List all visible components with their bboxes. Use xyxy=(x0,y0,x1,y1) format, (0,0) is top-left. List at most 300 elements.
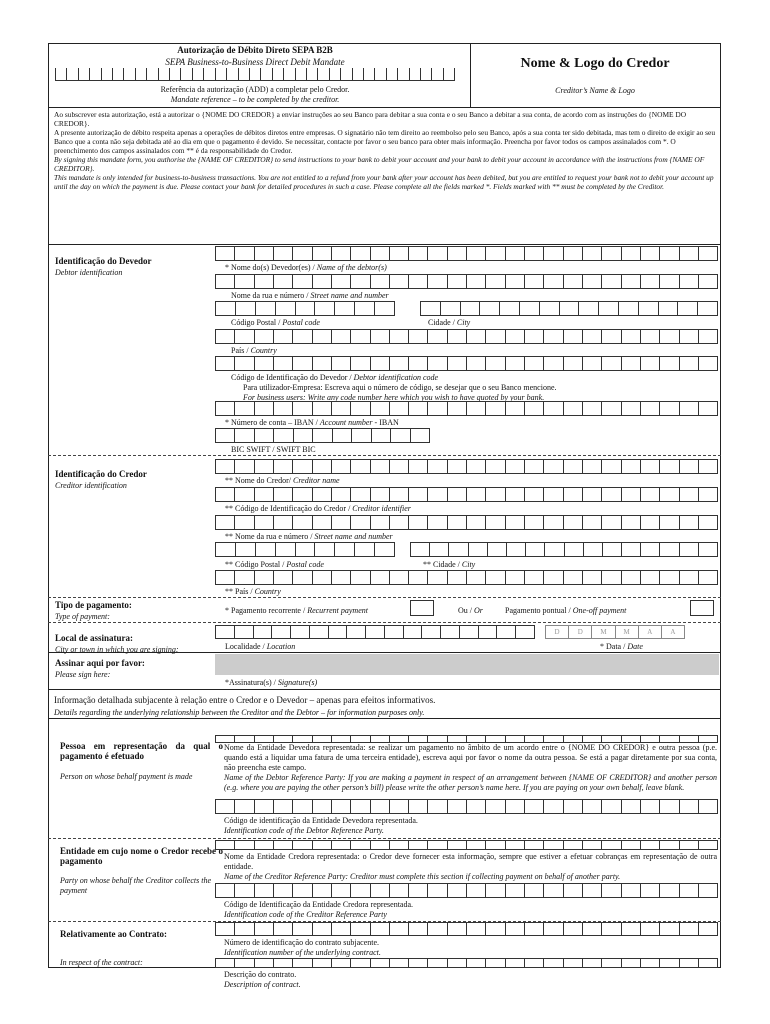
char-cell[interactable] xyxy=(428,246,447,261)
char-cell[interactable] xyxy=(409,487,428,502)
char-cell[interactable] xyxy=(235,401,254,416)
char-cell[interactable] xyxy=(467,840,486,850)
char-cell[interactable] xyxy=(332,246,351,261)
char-cell[interactable] xyxy=(215,515,235,530)
char-cell[interactable] xyxy=(699,799,718,814)
char-cell[interactable] xyxy=(390,487,409,502)
ref-cell[interactable] xyxy=(296,68,307,81)
char-cell[interactable] xyxy=(564,840,583,850)
char-cell[interactable] xyxy=(215,487,235,502)
char-cell[interactable] xyxy=(235,625,254,639)
char-cell[interactable] xyxy=(274,883,293,898)
char-cell[interactable] xyxy=(699,356,718,371)
char-cell[interactable] xyxy=(235,799,254,814)
char-cell[interactable] xyxy=(583,570,602,585)
char-cell[interactable] xyxy=(660,515,679,530)
char-cell[interactable] xyxy=(313,401,332,416)
char-cell[interactable] xyxy=(564,459,583,474)
char-cell[interactable] xyxy=(583,922,602,936)
char-cell[interactable] xyxy=(355,542,375,557)
char-cell[interactable] xyxy=(428,570,447,585)
char-cell[interactable] xyxy=(375,542,395,557)
char-cell[interactable] xyxy=(390,840,409,850)
ref-cell[interactable] xyxy=(341,68,352,81)
char-cell[interactable] xyxy=(255,958,274,968)
char-cell[interactable] xyxy=(428,840,447,850)
char-cell[interactable] xyxy=(678,301,698,316)
char-cell[interactable] xyxy=(215,356,235,371)
char-cell[interactable] xyxy=(680,922,699,936)
creditor-id-input[interactable] xyxy=(215,487,718,502)
char-cell[interactable] xyxy=(544,329,563,344)
char-cell[interactable] xyxy=(660,542,679,557)
char-cell[interactable] xyxy=(255,428,274,443)
char-cell[interactable] xyxy=(506,735,525,743)
char-cell[interactable] xyxy=(525,401,544,416)
debtor-bic-input[interactable] xyxy=(215,428,430,443)
char-cell[interactable] xyxy=(255,515,274,530)
char-cell[interactable] xyxy=(428,515,447,530)
char-cell[interactable] xyxy=(448,922,467,936)
char-cell[interactable] xyxy=(235,487,254,502)
char-cell[interactable] xyxy=(583,840,602,850)
char-cell[interactable] xyxy=(467,459,486,474)
char-cell[interactable] xyxy=(564,274,583,289)
char-cell[interactable] xyxy=(448,515,467,530)
date-cell[interactable]: A xyxy=(639,625,662,639)
char-cell[interactable] xyxy=(291,625,310,639)
date-input[interactable] xyxy=(545,625,685,639)
ref-cell[interactable] xyxy=(102,68,113,81)
debtor-ref-name-input[interactable] xyxy=(215,735,718,743)
char-cell[interactable] xyxy=(699,515,718,530)
char-cell[interactable] xyxy=(583,246,602,261)
char-cell[interactable] xyxy=(467,735,486,743)
char-cell[interactable] xyxy=(467,401,486,416)
char-cell[interactable] xyxy=(622,401,641,416)
char-cell[interactable] xyxy=(411,428,430,443)
char-cell[interactable] xyxy=(467,329,486,344)
char-cell[interactable] xyxy=(660,459,679,474)
char-cell[interactable] xyxy=(409,356,428,371)
char-cell[interactable] xyxy=(293,735,312,743)
char-cell[interactable] xyxy=(525,487,544,502)
char-cell[interactable] xyxy=(660,840,679,850)
char-cell[interactable] xyxy=(409,274,428,289)
creditor-city-input[interactable] xyxy=(410,542,718,557)
char-cell[interactable] xyxy=(579,301,599,316)
char-cell[interactable] xyxy=(619,301,639,316)
ref-cell[interactable] xyxy=(170,68,181,81)
char-cell[interactable] xyxy=(583,401,602,416)
char-cell[interactable] xyxy=(274,487,293,502)
contract-desc-input[interactable] xyxy=(215,958,718,968)
char-cell[interactable] xyxy=(390,356,409,371)
ref-cell[interactable] xyxy=(55,68,67,81)
char-cell[interactable] xyxy=(448,274,467,289)
char-cell[interactable] xyxy=(390,274,409,289)
char-cell[interactable] xyxy=(255,459,274,474)
char-cell[interactable] xyxy=(409,329,428,344)
ref-cell[interactable] xyxy=(193,68,204,81)
char-cell[interactable] xyxy=(351,958,370,968)
char-cell[interactable] xyxy=(602,799,621,814)
char-cell[interactable] xyxy=(313,246,332,261)
char-cell[interactable] xyxy=(622,799,641,814)
char-cell[interactable] xyxy=(371,922,390,936)
char-cell[interactable] xyxy=(428,401,447,416)
char-cell[interactable] xyxy=(410,542,430,557)
char-cell[interactable] xyxy=(215,799,235,814)
char-cell[interactable] xyxy=(525,840,544,850)
char-cell[interactable] xyxy=(699,958,718,968)
creditor-street-input[interactable] xyxy=(215,515,718,530)
char-cell[interactable] xyxy=(274,840,293,850)
char-cell[interactable] xyxy=(448,246,467,261)
char-cell[interactable] xyxy=(332,799,351,814)
ref-cell[interactable] xyxy=(250,68,261,81)
char-cell[interactable] xyxy=(506,329,525,344)
char-cell[interactable] xyxy=(332,883,351,898)
char-cell[interactable] xyxy=(274,922,293,936)
char-cell[interactable] xyxy=(622,542,641,557)
char-cell[interactable] xyxy=(660,570,679,585)
char-cell[interactable] xyxy=(333,428,352,443)
char-cell[interactable] xyxy=(366,625,385,639)
char-cell[interactable] xyxy=(294,428,313,443)
ref-cell[interactable] xyxy=(318,68,329,81)
char-cell[interactable] xyxy=(332,274,351,289)
char-cell[interactable] xyxy=(500,301,520,316)
char-cell[interactable] xyxy=(622,515,641,530)
char-cell[interactable] xyxy=(274,515,293,530)
char-cell[interactable] xyxy=(680,840,699,850)
char-cell[interactable] xyxy=(525,958,544,968)
char-cell[interactable] xyxy=(313,922,332,936)
char-cell[interactable] xyxy=(293,246,312,261)
char-cell[interactable] xyxy=(313,487,332,502)
char-cell[interactable] xyxy=(293,356,312,371)
char-cell[interactable] xyxy=(622,459,641,474)
creditor-name-input[interactable] xyxy=(215,459,718,474)
char-cell[interactable] xyxy=(564,246,583,261)
char-cell[interactable] xyxy=(215,840,235,850)
char-cell[interactable] xyxy=(255,883,274,898)
char-cell[interactable] xyxy=(506,840,525,850)
char-cell[interactable] xyxy=(520,301,540,316)
char-cell[interactable] xyxy=(486,401,505,416)
char-cell[interactable] xyxy=(680,274,699,289)
char-cell[interactable] xyxy=(660,356,679,371)
ref-cell[interactable] xyxy=(432,68,443,81)
char-cell[interactable] xyxy=(390,799,409,814)
char-cell[interactable] xyxy=(641,922,660,936)
char-cell[interactable] xyxy=(449,542,468,557)
char-cell[interactable] xyxy=(641,274,660,289)
char-cell[interactable] xyxy=(564,735,583,743)
char-cell[interactable] xyxy=(390,922,409,936)
char-cell[interactable] xyxy=(255,329,274,344)
char-cell[interactable] xyxy=(409,958,428,968)
char-cell[interactable] xyxy=(660,922,679,936)
char-cell[interactable] xyxy=(583,958,602,968)
ref-cell[interactable] xyxy=(159,68,170,81)
char-cell[interactable] xyxy=(506,515,525,530)
char-cell[interactable] xyxy=(602,840,621,850)
ref-cell[interactable] xyxy=(79,68,90,81)
char-cell[interactable] xyxy=(660,246,679,261)
char-cell[interactable] xyxy=(274,356,293,371)
char-cell[interactable] xyxy=(409,840,428,850)
char-cell[interactable] xyxy=(526,542,545,557)
char-cell[interactable] xyxy=(544,735,563,743)
char-cell[interactable] xyxy=(660,799,679,814)
char-cell[interactable] xyxy=(583,459,602,474)
char-cell[interactable] xyxy=(409,515,428,530)
char-cell[interactable] xyxy=(404,625,423,639)
char-cell[interactable] xyxy=(448,329,467,344)
char-cell[interactable] xyxy=(293,515,312,530)
ref-cell[interactable] xyxy=(261,68,272,81)
char-cell[interactable] xyxy=(315,301,335,316)
char-cell[interactable] xyxy=(525,883,544,898)
ref-cell[interactable] xyxy=(307,68,318,81)
char-cell[interactable] xyxy=(351,459,370,474)
char-cell[interactable] xyxy=(428,922,447,936)
creditor-country-input[interactable] xyxy=(215,570,718,585)
char-cell[interactable] xyxy=(467,274,486,289)
char-cell[interactable] xyxy=(296,542,316,557)
char-cell[interactable] xyxy=(371,840,390,850)
char-cell[interactable] xyxy=(506,958,525,968)
char-cell[interactable] xyxy=(235,735,254,743)
char-cell[interactable] xyxy=(293,840,312,850)
char-cell[interactable] xyxy=(355,301,375,316)
char-cell[interactable] xyxy=(467,515,486,530)
char-cell[interactable] xyxy=(525,735,544,743)
char-cell[interactable] xyxy=(680,735,699,743)
location-input[interactable] xyxy=(215,625,535,639)
char-cell[interactable] xyxy=(699,883,718,898)
char-cell[interactable] xyxy=(256,301,276,316)
signature-area[interactable] xyxy=(215,654,719,675)
char-cell[interactable] xyxy=(351,799,370,814)
char-cell[interactable] xyxy=(255,246,274,261)
char-cell[interactable] xyxy=(296,301,316,316)
char-cell[interactable] xyxy=(448,840,467,850)
char-cell[interactable] xyxy=(332,958,351,968)
char-cell[interactable] xyxy=(564,356,583,371)
char-cell[interactable] xyxy=(602,922,621,936)
char-cell[interactable] xyxy=(599,301,619,316)
char-cell[interactable] xyxy=(486,840,505,850)
char-cell[interactable] xyxy=(641,735,660,743)
char-cell[interactable] xyxy=(274,329,293,344)
char-cell[interactable] xyxy=(332,459,351,474)
char-cell[interactable] xyxy=(215,428,235,443)
char-cell[interactable] xyxy=(544,958,563,968)
char-cell[interactable] xyxy=(215,922,235,936)
char-cell[interactable] xyxy=(274,799,293,814)
recurrent-checkbox[interactable] xyxy=(410,600,434,616)
char-cell[interactable] xyxy=(583,883,602,898)
char-cell[interactable] xyxy=(236,301,256,316)
ref-cell[interactable] xyxy=(398,68,409,81)
char-cell[interactable] xyxy=(315,542,335,557)
char-cell[interactable] xyxy=(641,401,660,416)
char-cell[interactable] xyxy=(544,356,563,371)
char-cell[interactable] xyxy=(680,329,699,344)
debtor-street-input[interactable] xyxy=(215,274,718,289)
debtor-name-input[interactable] xyxy=(215,246,718,261)
char-cell[interactable] xyxy=(583,356,602,371)
oneoff-checkbox[interactable] xyxy=(690,600,714,616)
char-cell[interactable] xyxy=(506,459,525,474)
char-cell[interactable] xyxy=(335,301,355,316)
char-cell[interactable] xyxy=(235,356,254,371)
char-cell[interactable] xyxy=(254,625,273,639)
char-cell[interactable] xyxy=(422,625,441,639)
char-cell[interactable] xyxy=(428,459,447,474)
char-cell[interactable] xyxy=(293,799,312,814)
char-cell[interactable] xyxy=(352,428,371,443)
char-cell[interactable] xyxy=(428,274,447,289)
char-cell[interactable] xyxy=(506,570,525,585)
char-cell[interactable] xyxy=(544,487,563,502)
char-cell[interactable] xyxy=(235,274,254,289)
char-cell[interactable] xyxy=(486,329,505,344)
char-cell[interactable] xyxy=(274,401,293,416)
char-cell[interactable] xyxy=(507,542,526,557)
char-cell[interactable] xyxy=(351,329,370,344)
char-cell[interactable] xyxy=(602,356,621,371)
char-cell[interactable] xyxy=(699,542,718,557)
char-cell[interactable] xyxy=(544,401,563,416)
char-cell[interactable] xyxy=(272,625,291,639)
char-cell[interactable] xyxy=(486,246,505,261)
char-cell[interactable] xyxy=(622,246,641,261)
char-cell[interactable] xyxy=(448,883,467,898)
char-cell[interactable] xyxy=(276,301,296,316)
char-cell[interactable] xyxy=(525,922,544,936)
char-cell[interactable] xyxy=(371,356,390,371)
char-cell[interactable] xyxy=(448,356,467,371)
char-cell[interactable] xyxy=(409,459,428,474)
char-cell[interactable] xyxy=(506,401,525,416)
char-cell[interactable] xyxy=(583,799,602,814)
char-cell[interactable] xyxy=(313,428,332,443)
char-cell[interactable] xyxy=(641,356,660,371)
char-cell[interactable] xyxy=(699,329,718,344)
char-cell[interactable] xyxy=(441,301,461,316)
char-cell[interactable] xyxy=(313,329,332,344)
char-cell[interactable] xyxy=(660,958,679,968)
char-cell[interactable] xyxy=(584,542,603,557)
char-cell[interactable] xyxy=(544,515,563,530)
char-cell[interactable] xyxy=(660,735,679,743)
ref-cell[interactable] xyxy=(364,68,375,81)
char-cell[interactable] xyxy=(255,735,274,743)
char-cell[interactable] xyxy=(525,274,544,289)
char-cell[interactable] xyxy=(293,274,312,289)
char-cell[interactable] xyxy=(699,246,718,261)
char-cell[interactable] xyxy=(660,329,679,344)
char-cell[interactable] xyxy=(486,459,505,474)
ref-cell[interactable] xyxy=(227,68,238,81)
char-cell[interactable] xyxy=(602,329,621,344)
ref-cell[interactable] xyxy=(273,68,284,81)
char-cell[interactable] xyxy=(641,329,660,344)
char-cell[interactable] xyxy=(313,735,332,743)
char-cell[interactable] xyxy=(544,799,563,814)
char-cell[interactable] xyxy=(371,274,390,289)
char-cell[interactable] xyxy=(235,570,254,585)
char-cell[interactable] xyxy=(486,487,505,502)
ref-cell[interactable] xyxy=(239,68,250,81)
char-cell[interactable] xyxy=(680,487,699,502)
char-cell[interactable] xyxy=(486,515,505,530)
char-cell[interactable] xyxy=(564,401,583,416)
char-cell[interactable] xyxy=(639,301,659,316)
ref-cell[interactable] xyxy=(147,68,158,81)
char-cell[interactable] xyxy=(255,840,274,850)
char-cell[interactable] xyxy=(564,958,583,968)
char-cell[interactable] xyxy=(235,246,254,261)
ref-cell[interactable] xyxy=(387,68,398,81)
char-cell[interactable] xyxy=(215,958,235,968)
char-cell[interactable] xyxy=(641,515,660,530)
char-cell[interactable] xyxy=(428,487,447,502)
char-cell[interactable] xyxy=(313,958,332,968)
char-cell[interactable] xyxy=(699,401,718,416)
ref-cell[interactable] xyxy=(353,68,364,81)
char-cell[interactable] xyxy=(385,625,404,639)
char-cell[interactable] xyxy=(390,570,409,585)
char-cell[interactable] xyxy=(480,301,500,316)
char-cell[interactable] xyxy=(506,274,525,289)
char-cell[interactable] xyxy=(409,735,428,743)
char-cell[interactable] xyxy=(371,246,390,261)
char-cell[interactable] xyxy=(371,459,390,474)
char-cell[interactable] xyxy=(565,542,584,557)
creditor-ref-name-input[interactable] xyxy=(215,840,718,850)
char-cell[interactable] xyxy=(516,625,535,639)
ref-cell[interactable] xyxy=(90,68,101,81)
date-cell[interactable]: D xyxy=(569,625,592,639)
char-cell[interactable] xyxy=(313,840,332,850)
char-cell[interactable] xyxy=(215,883,235,898)
char-cell[interactable] xyxy=(313,570,332,585)
char-cell[interactable] xyxy=(622,356,641,371)
char-cell[interactable] xyxy=(544,570,563,585)
char-cell[interactable] xyxy=(448,799,467,814)
char-cell[interactable] xyxy=(351,515,370,530)
ref-cell[interactable] xyxy=(444,68,455,81)
char-cell[interactable] xyxy=(506,883,525,898)
char-cell[interactable] xyxy=(371,487,390,502)
char-cell[interactable] xyxy=(293,401,312,416)
char-cell[interactable] xyxy=(351,246,370,261)
char-cell[interactable] xyxy=(486,922,505,936)
char-cell[interactable] xyxy=(332,487,351,502)
char-cell[interactable] xyxy=(371,515,390,530)
ref-cell[interactable] xyxy=(330,68,341,81)
contract-number-input[interactable] xyxy=(215,922,718,936)
char-cell[interactable] xyxy=(602,487,621,502)
char-cell[interactable] xyxy=(351,487,370,502)
char-cell[interactable] xyxy=(461,301,481,316)
char-cell[interactable] xyxy=(235,840,254,850)
